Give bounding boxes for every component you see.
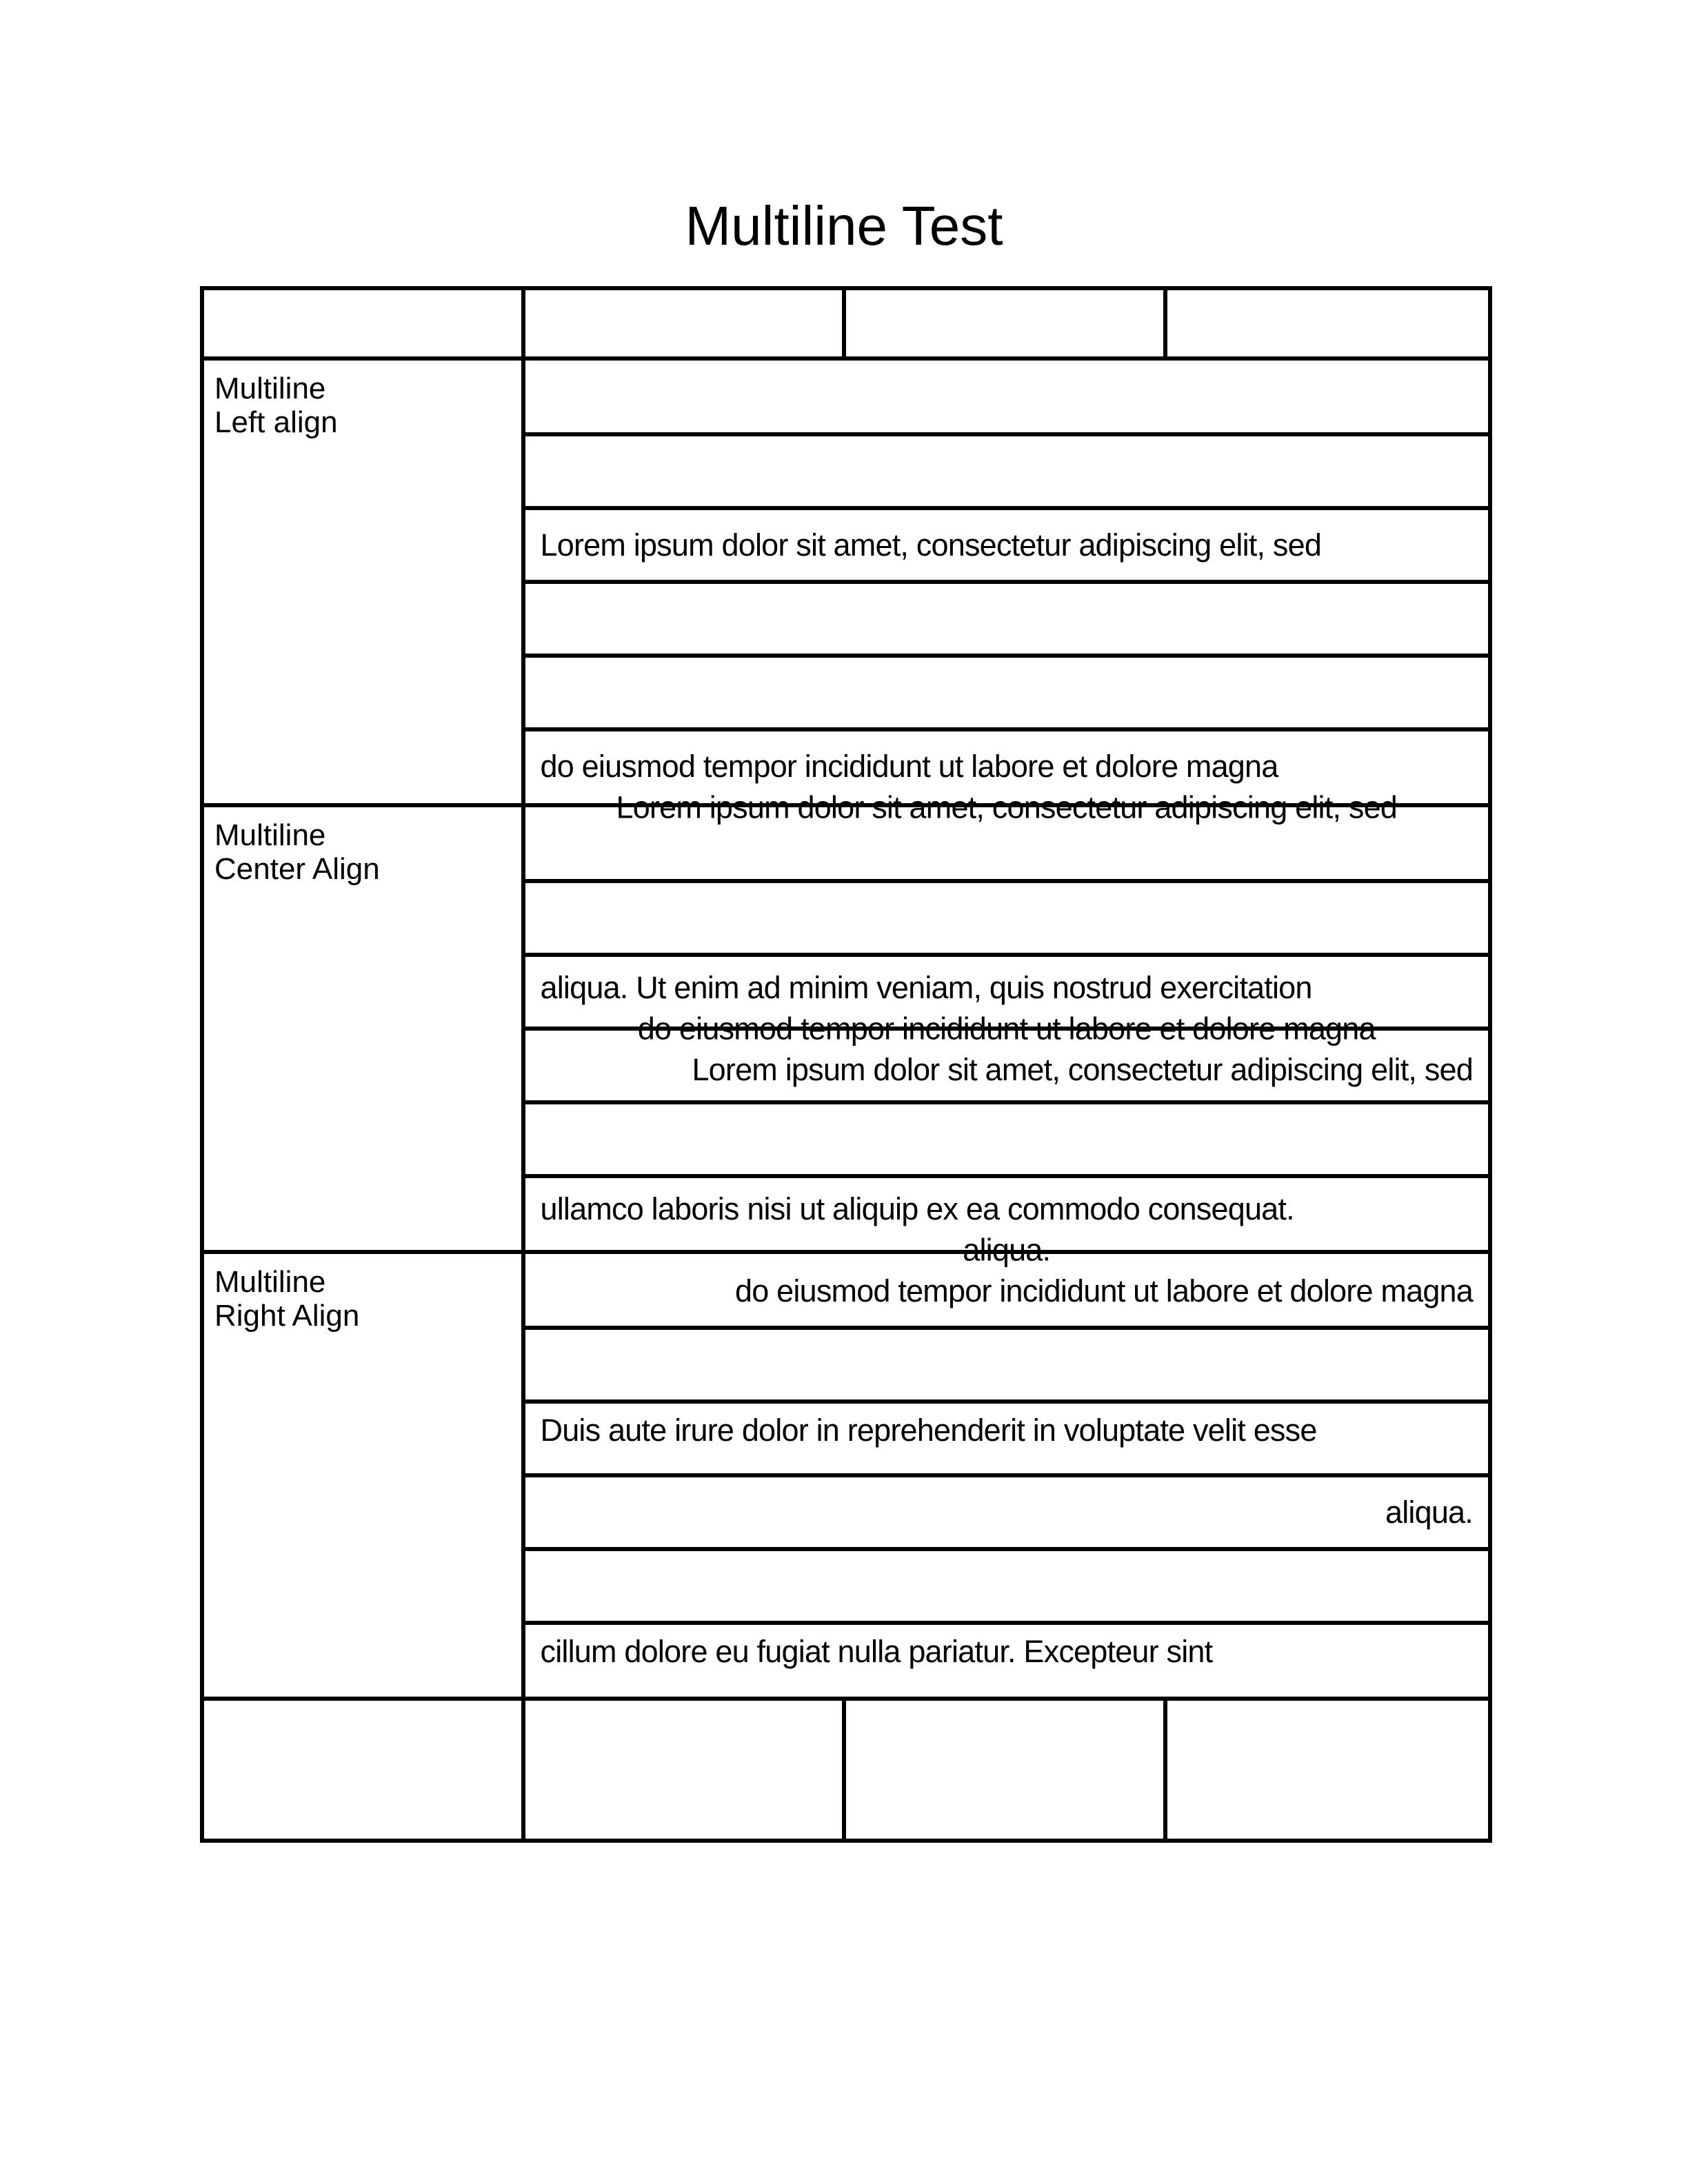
text-line: do eiusmod tempor incididunt ut labore et dolore magna — [540, 749, 1278, 784]
row-label-line: Center Align — [214, 852, 380, 886]
row-label-line: Multiline — [214, 818, 326, 852]
row-label-right-align — [204, 1254, 525, 1697]
multiline-text-right — [525, 885, 1489, 1697]
text-line: Lorem ipsum dolor sit amet, consectetur adipiscing elit, sed — [692, 1052, 1473, 1087]
page-title: Multiline Test — [685, 195, 1003, 256]
footer-cell — [204, 1701, 525, 1839]
text-line: aliqua. — [1385, 1495, 1473, 1530]
text-line: Lorem ipsum dolor sit amet, consectetur adipiscing elit, sed — [540, 527, 1322, 563]
text-line: do eiusmod tempor incididunt ut labore et dolore magna — [637, 1011, 1376, 1046]
text-line: Lorem ipsum dolor sit amet, consectetur adipiscing elit, sed — [616, 789, 1398, 825]
text-line: ullamco laboris nisi ut aliquip ex ea commodo consequat. — [540, 1191, 1294, 1226]
row-label-line: Left align — [214, 405, 338, 439]
row-label-line: Multiline — [214, 372, 326, 405]
text-line: aliqua. — [963, 1232, 1051, 1268]
text-line: do eiusmod tempor incididunt ut labore et dolore magna — [735, 1273, 1473, 1308]
row-label-left-align — [204, 361, 525, 803]
row-label-line: Right Align — [214, 1299, 360, 1333]
header-row — [204, 290, 1488, 361]
header-cell — [846, 290, 1167, 356]
text-line: Duis aute irure dolor in reprehenderit in voluptate velit esse — [540, 1413, 1317, 1448]
header-cell — [204, 290, 525, 356]
text-line: aliqua. Ut enim ad minim veniam, quis nostrud exercitation — [540, 970, 1312, 1005]
header-cell — [1167, 290, 1489, 356]
row-label-center-align — [204, 807, 525, 1250]
row-label-line: Multiline — [214, 1265, 326, 1299]
multiline-test-table — [200, 286, 1492, 1843]
text-line: cillum dolore eu fugiat nulla pariatur. Excepteur sint — [540, 1634, 1213, 1669]
header-cell — [525, 290, 847, 356]
